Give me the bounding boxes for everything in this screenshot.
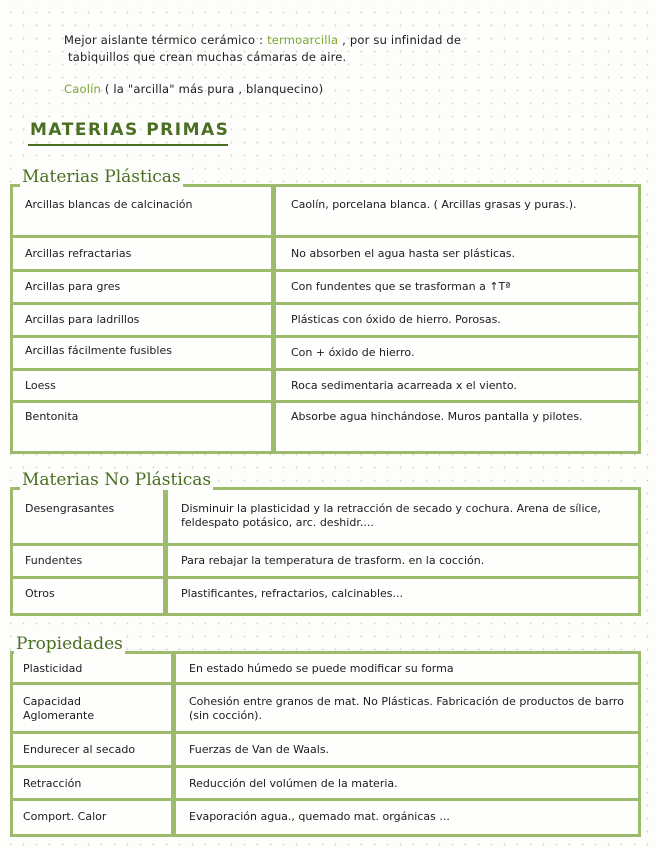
row-name: Fundentes bbox=[25, 554, 83, 567]
row-desc: Disminuir la plasticidad y la retracción de secado y cochura. Arena de sílice, feldespato potásico, arc. deshidr.... bbox=[181, 502, 601, 529]
section-title-propiedades: Propiedades bbox=[16, 634, 123, 654]
row-name: Capacidad Aglomerante bbox=[23, 695, 95, 722]
main-title-underline bbox=[28, 144, 228, 146]
kaolin-desc: ( la "arcilla" más pura , blanquecino) bbox=[101, 82, 324, 96]
row-name: Arcillas fácilmente fusibles bbox=[25, 344, 172, 357]
table-row bbox=[13, 187, 638, 235]
row-desc: Caolín, porcelana blanca. ( Arcillas grasas y puras.). bbox=[291, 198, 577, 211]
row-desc: Cohesión entre granos de mat. No Plásticas. Fabricación de productos de barro (sin cocción). bbox=[189, 695, 624, 722]
row-desc: Para rebajar la temperatura de trasform. en la cocción. bbox=[181, 554, 485, 567]
row-desc: Plásticas con óxido de hierro. Porosas. bbox=[291, 313, 501, 326]
row-desc: Fuerzas de Van de Waals. bbox=[189, 743, 330, 756]
kaolin-note bbox=[64, 82, 323, 96]
table-propiedades bbox=[10, 651, 641, 837]
highlight-termoarcilla: termoarcilla bbox=[267, 33, 339, 47]
row-desc: No absorben el agua hasta ser plásticas. bbox=[291, 247, 516, 260]
row-name: Desengrasantes bbox=[25, 502, 115, 515]
table-no-plasticas bbox=[10, 487, 641, 616]
row-name: Loess bbox=[25, 379, 56, 392]
row-desc: Plastificantes, refractarios, calcinables... bbox=[181, 587, 404, 600]
row-name: Arcillas blancas de calcinación bbox=[25, 198, 193, 211]
row-name: Comport. Calor bbox=[23, 810, 107, 823]
table-row bbox=[13, 579, 638, 609]
row-name: Arcillas para gres bbox=[25, 280, 121, 293]
intro-text-cont: , por su infinidad de bbox=[338, 33, 462, 47]
row-name: Endurecer al secado bbox=[23, 743, 136, 756]
table-row bbox=[13, 768, 638, 798]
table-plasticas bbox=[10, 184, 641, 454]
table-row bbox=[13, 734, 638, 765]
row-name: Bentonita bbox=[25, 410, 79, 423]
row-desc: Con fundentes que se trasforman a ↑Tª bbox=[291, 280, 511, 293]
intro-line-1 bbox=[64, 33, 461, 47]
row-desc: Con + óxido de hierro. bbox=[291, 346, 415, 359]
table-row bbox=[13, 801, 638, 831]
main-title: MATERIAS PRIMAS bbox=[30, 120, 230, 140]
row-desc: Evaporación agua., quemado mat. orgánicas ... bbox=[189, 810, 450, 823]
row-desc: En estado húmedo se puede modificar su forma bbox=[189, 662, 454, 675]
row-name: Otros bbox=[25, 587, 55, 600]
table-row bbox=[13, 338, 638, 368]
table-row bbox=[13, 272, 638, 302]
intro-text: Mejor aislante térmico cerámico : bbox=[64, 33, 268, 47]
section-title-no-plasticas: Materias No Plásticas bbox=[22, 470, 212, 490]
row-name: Retracción bbox=[23, 777, 82, 790]
section-title-plasticas: Materias Plásticas bbox=[22, 167, 181, 187]
row-name: Plasticidad bbox=[23, 662, 83, 675]
table-row bbox=[13, 546, 638, 576]
highlight-caolin: Caolín bbox=[64, 82, 101, 96]
table-row bbox=[13, 654, 638, 682]
row-name: Arcillas refractarias bbox=[25, 247, 132, 260]
row-desc: Roca sedimentaria acarreada x el viento. bbox=[291, 379, 517, 392]
table-row bbox=[13, 305, 638, 335]
table-row bbox=[13, 490, 638, 543]
row-name: Arcillas para ladrillos bbox=[25, 313, 140, 326]
table-row bbox=[13, 238, 638, 269]
intro-line-2: tabiquillos que crean muchas cámaras de aire. bbox=[68, 50, 347, 64]
table-row bbox=[13, 685, 638, 731]
table-row bbox=[13, 403, 638, 447]
row-desc: Absorbe agua hinchándose. Muros pantalla y pilotes. bbox=[291, 410, 583, 423]
row-desc: Reducción del volúmen de la materia. bbox=[189, 777, 398, 790]
table-row bbox=[13, 371, 638, 400]
